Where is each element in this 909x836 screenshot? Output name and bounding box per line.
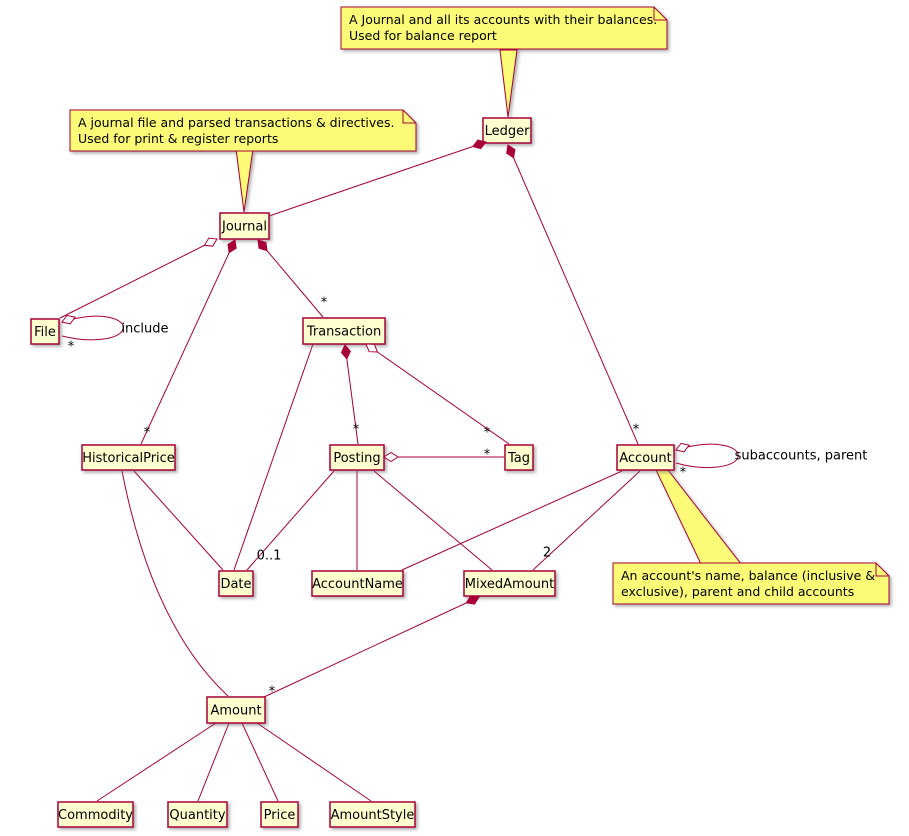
class-name-label: Price — [263, 808, 296, 823]
class-node-tag — [505, 445, 533, 470]
class-name-label: MixedAmount — [464, 577, 555, 592]
diagram-nodes — [31, 118, 674, 827]
class-node-posting — [330, 445, 384, 470]
edge-label-mult-transaction-posting: * — [352, 422, 360, 438]
edge-ledger-journal — [269, 142, 486, 216]
class-name-label: Date — [220, 577, 252, 592]
class-node-mixedamount — [464, 571, 555, 596]
class-name-label: HistoricalPrice — [82, 451, 175, 466]
aggregation-diamond-account-subaccounts — [674, 441, 690, 454]
edge-journal-transaction — [258, 240, 323, 317]
note-text-line: Used for balance report — [349, 28, 497, 43]
note-account-note — [613, 470, 889, 604]
class-node-journal — [220, 213, 269, 239]
edge-label-mult-ledger-account: * — [632, 422, 640, 438]
edge-label-mult-posting-date: 0..1 — [256, 548, 282, 564]
class-name-label: Account — [619, 451, 672, 466]
edge-mixedamount-amount — [264, 597, 479, 697]
note-text-line: Used for print & register reports — [78, 131, 279, 146]
edge-posting-mixedamount — [374, 471, 492, 570]
edge-label-label-subaccounts-parent: subaccounts, parent — [734, 448, 868, 464]
aggregation-diamond-file-include — [60, 313, 76, 326]
class-node-price — [261, 802, 298, 827]
class-name-label: Posting — [333, 451, 381, 466]
note-text-line: A Journal and all its accounts with their balances. — [349, 12, 658, 27]
note-journal-note — [70, 110, 416, 212]
class-node-date — [219, 571, 253, 596]
class-node-file — [31, 319, 59, 344]
edge-journal-file — [60, 239, 217, 318]
edge-transaction-date — [234, 344, 313, 570]
class-name-label: Transaction — [306, 324, 382, 340]
class-name-label: Tag — [507, 451, 531, 466]
class-node-transaction — [303, 318, 385, 344]
class-node-amount — [207, 697, 265, 723]
class-node-accountname — [312, 571, 403, 596]
edge-amount-price — [242, 723, 278, 801]
edge-label-mult-account-mixedamount: 2 — [542, 545, 552, 561]
composition-diamond-journal-historicalprice — [225, 238, 239, 254]
class-name-label: Quantity — [169, 808, 226, 823]
aggregation-diamond-posting-tag — [384, 453, 398, 462]
edge-account-accountname — [402, 471, 622, 570]
diagram-edges — [60, 142, 738, 801]
class-node-ledger — [483, 118, 531, 143]
edge-amount-quantity — [198, 723, 229, 801]
edge-historicalprice-amount — [122, 471, 228, 696]
class-name-label: AmountStyle — [330, 808, 415, 823]
class-name-label: Journal — [222, 219, 267, 235]
composition-diamond-transaction-posting — [341, 344, 352, 359]
class-name-label: Commodity — [58, 808, 133, 823]
note-text-line: A journal file and parsed transactions & directives. — [78, 115, 395, 130]
class-name-label: File — [34, 325, 56, 340]
diagram-notes — [67, 7, 889, 604]
class-name-label: Ledger — [484, 124, 530, 139]
edge-ledger-account — [508, 145, 638, 444]
edge-amount-amountstyle — [257, 723, 371, 801]
class-node-historicalprice — [82, 445, 175, 470]
edge-label-mult-transaction-tag: * — [483, 425, 491, 441]
class-name-label: AccountName — [312, 577, 403, 592]
composition-diamond-ledger-account — [504, 143, 518, 159]
class-node-amountstyle — [330, 802, 415, 827]
edge-label-mult-journal-historicalprice: * — [143, 425, 151, 441]
edge-label-mult-mixedamount-amount: * — [268, 684, 276, 700]
class-name-label: Amount — [210, 703, 262, 719]
edge-historicalprice-date — [134, 471, 223, 570]
class-node-quantity — [168, 802, 227, 827]
edge-amount-commodity — [97, 723, 216, 801]
note-text-line: An account's name, balance (inclusive & — [621, 568, 876, 583]
note-text-line: exclusive), parent and child accounts — [621, 584, 855, 599]
edge-label-mult-journal-transaction: * — [320, 295, 328, 311]
diagram-decorations — [60, 138, 867, 700]
class-node-account — [617, 445, 674, 470]
edge-label-mult-file-include: * — [67, 339, 75, 355]
edge-label-label-include: include — [121, 321, 169, 337]
aggregation-diamond-journal-file — [202, 235, 219, 249]
class-node-commodity — [58, 802, 133, 827]
edge-label-mult-account-subaccounts: * — [679, 465, 687, 481]
edge-label-mult-posting-tag: * — [483, 447, 491, 463]
note-ledger-note — [341, 7, 667, 117]
